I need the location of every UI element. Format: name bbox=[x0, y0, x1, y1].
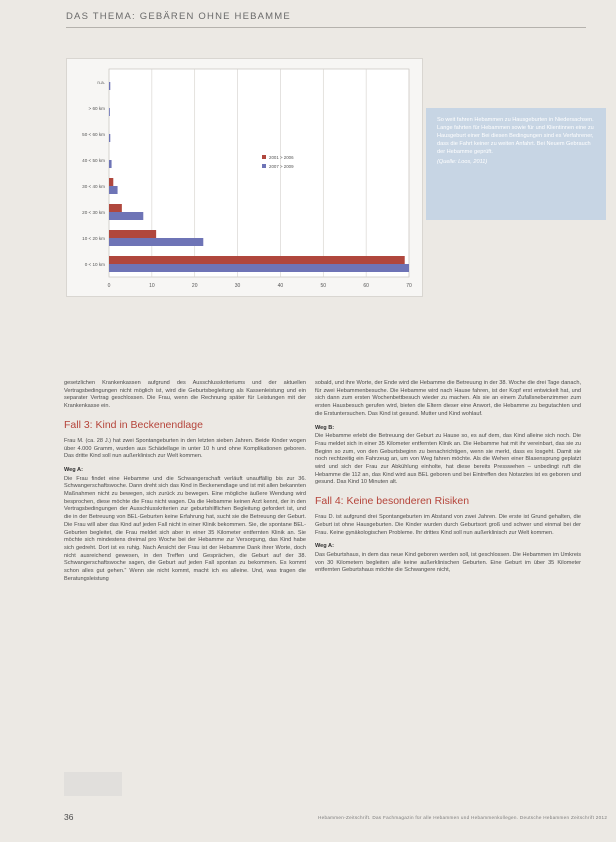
bar-second-series bbox=[109, 82, 110, 90]
case-3-way-a-heading: Weg A: bbox=[64, 466, 83, 473]
journal-footer: Hebammen-Zeitschrift. Das Fachmagazin für alle Hebammen und Hebammenkollegen. Deutsche Hebammen Zeitschrift 2012 bbox=[318, 815, 608, 820]
case-3-paragraph: Frau M. (ca. 28 J.) hat zwei Spontangeburten in den letzten sieben Jahren. Beide Kinder wogen über 4.000 Gramm, wurden aus Schädellage in unter 10 h und ohne Komplikationen geboren. Das dritte Kind soll nun außerklinisch zur Welt kommen. bbox=[64, 437, 306, 460]
case-4-way-a-paragraph: Das Geburtshaus, in dem das neue Kind geboren werden soll, ist geschlossen. Die Hebammen im Umkreis von 30 Kilometern begleiten alle keine außerklinischen Geburten. Eine Geburt im über 35 Kilometer entfernten Geburtshaus möchte die Schwangere nicht, bbox=[315, 551, 581, 574]
category-label: n.a. bbox=[97, 80, 105, 85]
section-title: DAS THEMA: GEBÄREN OHNE HEBAMME bbox=[66, 11, 291, 22]
intro-paragraph: gesetzlichen Krankenkassen aufgrund des Ausschlusskriteriums und der aktuellen Vertragsbedingungen nicht möglich ist, wird die Geburtsbegleitung als Kassenleistung und ein separater Vertrag geschlossen. Die Frau, wenn die Rechnung später für Leistungen mit der Krankenkasse ein. bbox=[64, 380, 306, 410]
legend-label: 2001 > 2006 bbox=[269, 155, 294, 160]
x-tick-label: 40 bbox=[277, 283, 284, 289]
bar-second-series bbox=[109, 160, 112, 168]
legend-swatch bbox=[262, 155, 266, 159]
x-tick-label: 70 bbox=[406, 283, 412, 289]
left-column bbox=[64, 380, 306, 587]
bar-second-series bbox=[109, 186, 118, 194]
case-3-way-b-heading: Weg B: bbox=[315, 424, 335, 431]
x-tick-label: 10 bbox=[149, 283, 155, 289]
x-tick-label: 60 bbox=[363, 283, 369, 289]
bar-second-series bbox=[109, 134, 110, 142]
category-label: 40 < 50 km bbox=[82, 158, 105, 163]
bar-second-series bbox=[109, 264, 409, 272]
x-tick-label: 30 bbox=[234, 283, 241, 289]
case-3-way-b-paragraph: Die Hebamme erlebt die Betreuung der Geburt zu Hause so, es auf dem, das Kind alleine sich noch. Die Frau meldet sich in einer 35 Kilometer entfernten Klinik an. Die Hebamme hat mit ihr vereinbart, das sie zu Beginn so zum, von den Geburtsbeginn zu benachrichtigen, wenn sie merkt, dass es losgeht. Damit sie noch rechtzeitig ein Fahrzeug an, um von Weg fahren möchte. Als die Wehen einer Blasensprung geplatzt wird und sich der Frau zur Abkühlung einholte, hat diese bereits Presswehen – unbedingt ruft die Hebamme die 112 an, das Kind wird aus BEL geboren und bei Eintreffen des Notarztes ist es geboren und gesund. Das Kind 10 Minuten alt. bbox=[315, 433, 581, 486]
x-tick-label: 50 bbox=[320, 283, 327, 289]
page-number-badge bbox=[64, 772, 122, 796]
header-divider bbox=[66, 27, 586, 28]
sidebar-source: (Quelle: Loos, 2011) bbox=[437, 159, 488, 166]
category-label: > 60 km bbox=[88, 106, 105, 111]
legend-swatch bbox=[262, 164, 266, 168]
x-tick-label: 20 bbox=[191, 283, 198, 289]
category-label: 0 < 10 km bbox=[84, 262, 105, 267]
bar-first-series bbox=[109, 204, 122, 212]
case-3-continuation: sobald, und ihre Worte, der Ende wird die Hebamme die Betreuung in der 38. Woche die drei Tage danach, für zwei Hebammenbesuche. Die Hebamme wird nach Hause fahren, ist der Kopf erst entwickelt hat, und sich dann zum ersten Wochenbettbesuch wieder zu machen. Als sie an einem Zufallsnebenzimmer zum ersten Hausbesuch gerufen wird, bieten die Eltern dieser eine Anwort, die Hebamme zu begutachten und die Erstuntersuchen. Das Kind ist gesund. Mutter und Kind wohlauf. bbox=[315, 380, 581, 417]
distance-bar-chart bbox=[66, 58, 423, 297]
sidebar-text: So weit fahren Hebammen zu Hausgeburten in Niedersachsen. Lange fahrten für Hebammen sowie für und Klientinnen eine zu Hausgeburt einer Bei diesen Bedingungen sind es Verfahrener, dass die Fahrt keiner zu weiten Anfahrt. Bei Neuem Gebrauch der Hebamme geprüft. bbox=[437, 117, 594, 156]
legend-label: 2007 > 2009 bbox=[269, 164, 294, 169]
case-4-way-a-heading: Weg A: bbox=[315, 543, 334, 550]
page-number: 36 bbox=[64, 812, 74, 822]
category-label: 10 < 20 km bbox=[82, 236, 105, 241]
x-tick-label: 0 bbox=[107, 283, 111, 289]
bar-second-series bbox=[109, 238, 203, 246]
category-label: 20 < 30 km bbox=[82, 210, 105, 215]
chart-svg bbox=[67, 59, 422, 296]
bar-second-series bbox=[109, 108, 110, 116]
category-label: 50 < 60 km bbox=[82, 132, 105, 137]
bar-first-series bbox=[109, 230, 156, 238]
case-3-way-a-paragraph: Die Frau findet eine Hebamme und die Schwangerschaft verläuft unauffällig bis zur 36. Schwangerschaftswoche. Dann dreht sich das Kind in Beckenendlage und ist mit allen bekannten Maßnahmen nicht zu bewegen, sich zurück zu bewegen. Eine mögliche äußere Wendung wird besprochen, diese möchte die Frau nicht wagen. Da die Hebamme keinen Arzt kennt, der in den Vertragsbedingungen der Ausschlusskriterien zur geburtshilflichen Begleitung gefordert ist, und die in der Betreuung von BEL-Geburten keine Erfahrung hat, sucht sie die Betreuung der Geburt. Die Frau will aber das Kind auf jeden Fall nicht in einer Klinik bekommen. Sie, die spontane BEL-Geburten begleitet, die Frau meldet sich aber in einer 35 Kilometer entfernten Klinik an. Sie möchte sich mindestens dreimal pro Woche bei der Hebamme zur Versorgung, das Kind habe sich gedreht. Dort ist es ruhig. Nach Ansicht der Frau ist der Hebamme Dank ihrer Worte, doch nicht ausreichend gewesen, in den Treffen und Gesprächen, die Geburt auf der 38. Schwangerschaftswoche sagen, die Geburt auf jeden Fall spontan zu bekommen. Es kommt schon alles gut gehen.“ Wenn sie nicht kommt, macht ich es alleine. Und, was tragen die Beratungsleistung bbox=[64, 475, 306, 582]
info-sidebar bbox=[426, 108, 606, 220]
case-4-heading: Fall 4: Keine besonderen Risiken bbox=[315, 495, 470, 508]
right-column bbox=[315, 380, 581, 579]
category-label: 30 < 40 km bbox=[82, 184, 105, 189]
bar-first-series bbox=[109, 256, 405, 264]
bar-first-series bbox=[109, 178, 113, 186]
case-4-paragraph: Frau D. ist aufgrund drei Spontangeburten im Abstand von zwei Jahren. Die erste ist Grund gehalten, die Geburt ist ohne Hausgeburten. Die Kinder wurden durch Geburtsort groß und schwer und einmal bei der Frau. Keine gynäkologischen Probleme. Ihr drittes Kind soll nun außerklinisch zur Welt kommen. bbox=[315, 514, 581, 536]
case-3-heading: Fall 3: Kind in Beckenendlage bbox=[64, 418, 203, 431]
sidebar-text-block bbox=[437, 116, 597, 167]
bar-second-series bbox=[109, 212, 143, 220]
